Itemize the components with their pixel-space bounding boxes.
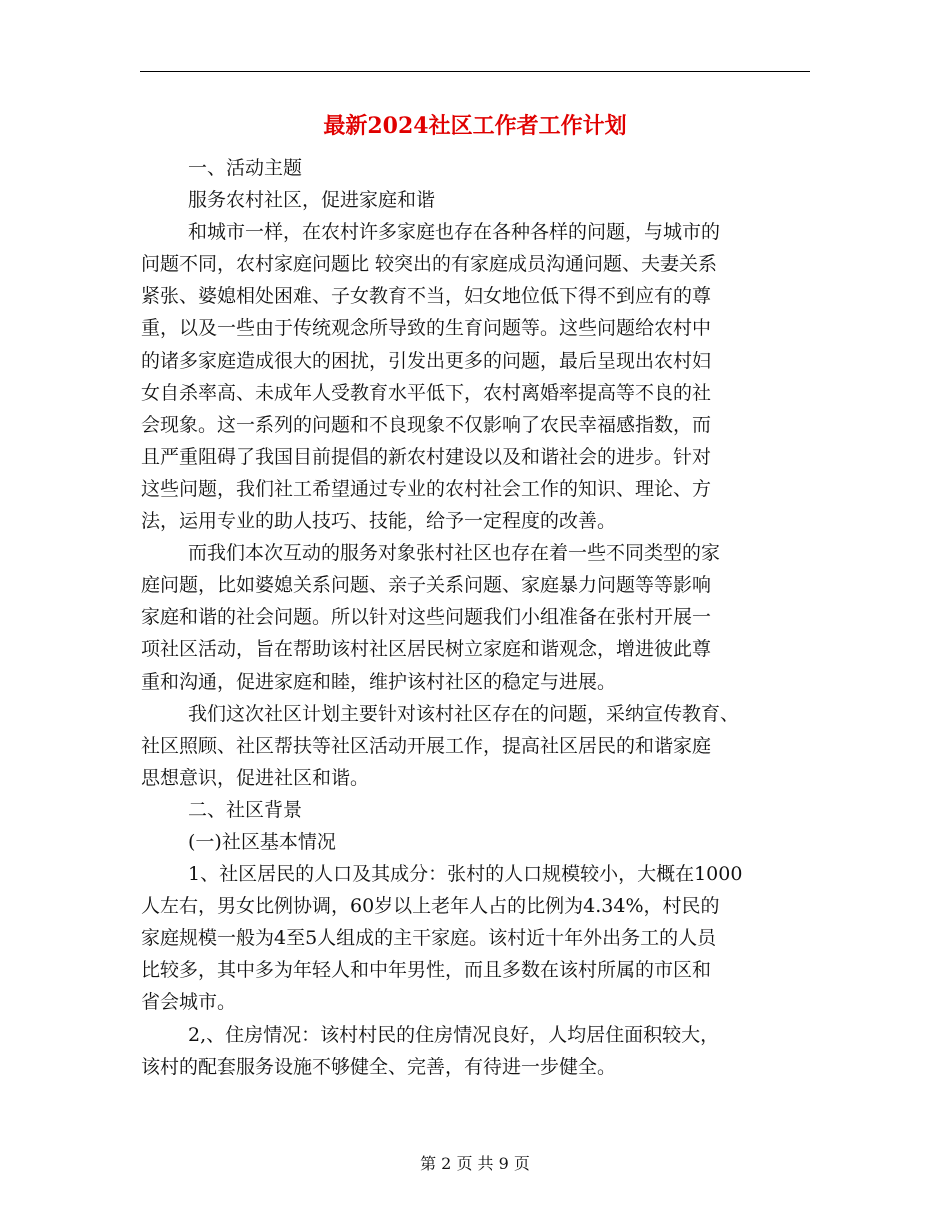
paragraph-zhangcun-problems bbox=[141, 537, 816, 697]
text-line: 会现象。这一系列的问题和不良现象不仅影响了农民幸福感指数，而 bbox=[141, 413, 712, 436]
paragraph-plan-summary bbox=[141, 698, 816, 794]
text-line: 重和沟通，促进家庭和睦，维护该村社区的稳定与进展。 bbox=[141, 670, 617, 693]
text-line: 一、活动主题 bbox=[188, 157, 303, 179]
text-line: 社区照顾、社区帮扶等社区活动开展工作，提高社区居民的和谐家庭 bbox=[141, 734, 712, 757]
text-line: 家庭和谐的社会问题。所以针对这些问题我们小组准备在张村开展一 bbox=[141, 606, 712, 629]
paragraph-housing bbox=[141, 1019, 816, 1083]
text-line: 1、社区居民的人口及其成分：张村的人口规模较小，大概在1000 bbox=[188, 863, 743, 886]
text-line: 问题不同，农村家庭问题比 较突出的有家庭成员沟通问题、夫妻关系 bbox=[141, 253, 718, 276]
text-line: 项社区活动，旨在帮助该村社区居民树立家庭和谐观念，增进彼此尊 bbox=[141, 638, 712, 661]
text-line: (一)社区基本情况 bbox=[188, 830, 336, 853]
text-line: 的诸多家庭造成很大的困扰，引发出更多的问题，最后呈现出农村妇 bbox=[141, 349, 712, 372]
text-line: 法，运用专业的助人技巧、技能，给予一定程度的改善。 bbox=[141, 510, 617, 533]
text-line: 女自杀率高、未成年人受教育水平低下，农村离婚率提高等不良的社 bbox=[141, 381, 712, 404]
text-line: 家庭规模一般为4至5人组成的主干家庭。该村近十年外出务工的人员 bbox=[141, 927, 717, 950]
text-line: 重，以及一些由于传统观念所导致的生育问题等。这些问题给农村中 bbox=[141, 317, 712, 340]
text-line: 且严重阻碍了我国目前提倡的新农村建设以及和谐社会的进步。针对 bbox=[141, 445, 712, 468]
text-line: 这些问题，我们社工希望通过专业的农村社会工作的知识、理论、方 bbox=[141, 477, 712, 500]
text-line: 2,、住房情况：该村村民的住房情况良好，人均居住面积较大， bbox=[188, 1023, 720, 1046]
paragraph-rural-family-problems bbox=[141, 216, 816, 537]
text-line: 和城市一样，在农村许多家庭也存在各种各样的问题，与城市的 bbox=[188, 221, 721, 244]
text-line: 而我们本次互动的服务对象张村社区也存在着一些不同类型的家 bbox=[188, 542, 721, 565]
page-number-footer: 第 2 页 共 9 页 bbox=[420, 1154, 530, 1173]
paragraph-population bbox=[141, 858, 816, 1018]
text-line: 人左右，男女比例协调，60岁以上老年人占的比例为4.34%，村民的 bbox=[141, 895, 720, 918]
text-line: 省会城市。 bbox=[141, 991, 237, 1014]
paragraph-theme-statement bbox=[141, 184, 816, 216]
header-rule bbox=[140, 71, 810, 72]
text-line: 庭问题，比如婆媳关系问题、亲子关系问题、家庭暴力问题等等影响 bbox=[141, 574, 712, 597]
text-line: 我们这次社区计划主要针对该村社区存在的问题，采纳宣传教育、 bbox=[188, 702, 740, 725]
paragraph-heading-community-background bbox=[141, 794, 816, 826]
text-line: 服务农村社区，促进家庭和谐 bbox=[188, 189, 436, 212]
document-body bbox=[141, 152, 816, 1083]
paragraph-heading-activity-theme bbox=[141, 152, 816, 184]
document-title: 最新2024社区工作者工作计划 bbox=[323, 113, 627, 139]
text-line: 比较多，其中多为年轻人和中年男性，而且多数在该村所属的市区和 bbox=[141, 959, 712, 982]
text-line: 思想意识，促进社区和谐。 bbox=[141, 766, 370, 789]
paragraph-subheading-basic-situation bbox=[141, 826, 816, 858]
text-line: 紧张、婆媳相处困难、子女教育不当，妇女地位低下得不到应有的尊 bbox=[141, 285, 712, 308]
text-line: 该村的配套服务设施不够健全、完善，有待进一步健全。 bbox=[141, 1055, 617, 1078]
text-line: 二、社区背景 bbox=[188, 798, 303, 821]
